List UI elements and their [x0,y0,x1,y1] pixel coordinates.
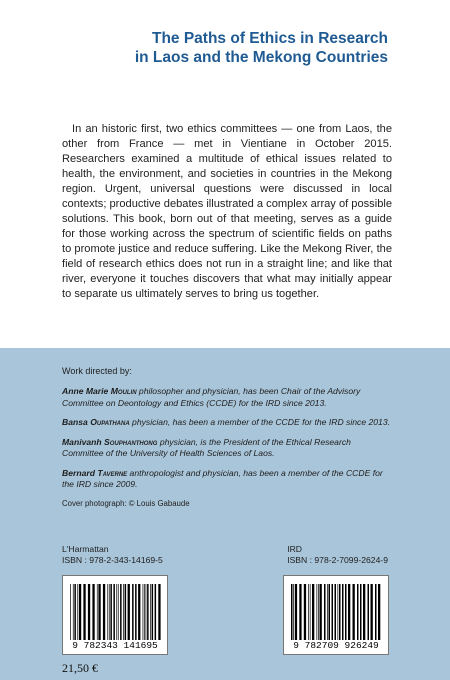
publisher-left-name: L'Harmattan [62,544,109,554]
book-title-line-1: The Paths of Ethics in Research [151,30,388,47]
contributor-last-name: Taverne [97,467,128,478]
contributor-first-name: Anne Marie [62,386,109,396]
barcode-bar [110,584,112,640]
barcode-bar [317,584,318,640]
barcode-bar [152,584,154,640]
barcode-bar [348,584,350,640]
barcode-bar [318,584,319,640]
barcode-bar [312,584,314,640]
contributor-description: philosopher and physician, has been Chair of the Advisory Committee on Deontology and Ethics (CCDE) for the IRD since 2013. [62,386,361,408]
contributor-description: physician, has been a member of the CCDE for the IRD since 2013. [129,417,390,427]
barcode-right-bars [291,584,383,640]
barcode-bar [97,584,98,640]
publisher-right [287,544,388,566]
barcode-bar [345,584,347,640]
contributor-first-name: Bernard [62,467,95,478]
barcode-bar [363,584,365,640]
barcode-left [62,575,168,655]
barcode-bar [291,584,293,640]
contributor-last-name: Oupathana [90,417,130,427]
barcode-bar [79,584,81,640]
barcode-bar [147,584,149,640]
barcode-bar [138,584,140,640]
barcode-bar [109,584,110,640]
barcode-bar [113,584,115,640]
publisher-left-isbn: ISBN : 978-2-343-14169-5 [62,555,163,565]
work-directed-label: Work directed by: [62,366,132,376]
barcode-bar [310,584,311,640]
cover-photo-credit: Cover photograph: © Louis Gabaude [62,498,190,508]
barcode-bar [74,584,76,640]
publisher-left [62,544,163,566]
barcode-bar [146,584,147,640]
barcode-bar [353,584,355,640]
barcode-bar [332,584,334,640]
price: 21,50 € [62,661,98,675]
barcode-bar [329,584,331,640]
contributor-first-name: Bansa [62,417,88,427]
barcode-bar [132,584,134,640]
contributor-oupathana [62,417,392,429]
contributor-last-name: Souphanthong [104,436,158,447]
barcode-bar [128,584,130,640]
book-blurb: In an historic first, two ethics committees — one from Laos, the other from France — met in Vientiane in October 2015. Researchers examined a multitude of ethical issues related to health, the environment, and societies in countries in the Mekong region. Urgent, universal questions were discussed in local contexts; productive debates illustrated a complex array of possible solutions. This book, born out of that meeting, serves as a guide for those working across the spectrum of scientific fields on paths to promote justice and reduce suffering. Like the Mekong River, the field of research ethics does not run in a straight line; and like that river, everyone it touches discovers that what may initially appear to separate us ultimately serves to bring us together. [62,123,392,300]
book-title [58,30,388,67]
barcode-bar [83,584,85,640]
barcode-bar [77,584,78,640]
barcode-bar [339,584,341,640]
contributor-last-name: Moulin [110,386,137,396]
barcode-bar [357,584,359,640]
barcode-bar [73,584,74,640]
barcode-bar [293,584,294,640]
publisher-right-name: IRD [287,544,302,554]
barcode-bar [378,584,380,640]
barcode-bar [338,584,339,640]
barcode-right [283,575,389,655]
contributor-taverne [62,468,392,491]
barcode-left-number: 9 782343 141695 [72,640,158,651]
barcode-bar [135,584,137,640]
barcode-bar [368,584,370,640]
contributor-souphanthong [62,437,392,460]
barcode-bar [155,584,157,640]
barcode-bar [123,584,124,640]
cover-bottom-section [0,348,450,680]
barcode-bar [308,584,309,640]
barcode-bar [88,584,90,640]
barcode-bar [92,584,94,640]
barcode-left-bars [70,584,162,640]
barcode-bar [295,584,297,640]
contributor-description: physician, is the President of the Ethical Research Committee of the University of Health Sciences of Laos. [62,436,351,458]
contributor-first-name: Manivanh [62,436,102,447]
barcode-right-number: 9 782709 926249 [293,640,379,651]
contributor-description: anthropologist and physician, has been a member of the CCDE for the IRD since 2009. [62,467,383,489]
barcode-bar [299,584,301,640]
barcode-bar [371,584,373,640]
barcode-bar [98,584,100,640]
barcode-bar [103,584,105,640]
contributor-moulin [62,386,392,409]
barcode-bar [125,584,127,640]
barcode-bar [120,584,122,640]
barcode-bar [324,584,326,640]
barcode-bar [327,584,328,640]
barcode-bar [360,584,362,640]
barcode-bar [342,584,344,640]
barcode-bar [116,584,117,640]
barcode-bar [304,584,306,640]
barcode-bar [70,584,71,640]
barcode-bar [150,584,151,640]
barcode-bar [320,584,322,640]
publisher-right-isbn: ISBN : 978-2-7099-2624-9 [287,555,388,565]
barcode-bar [118,584,119,640]
barcode-bar [335,584,337,640]
barcode-bar [158,584,160,640]
barcode-bar [375,584,377,640]
credits-block [62,366,392,508]
book-title-line-2: in Laos and the Mekong Countries [134,48,388,66]
barcode-bar [143,584,144,640]
barcode-bar [107,584,108,640]
barcode-bar [144,584,145,640]
